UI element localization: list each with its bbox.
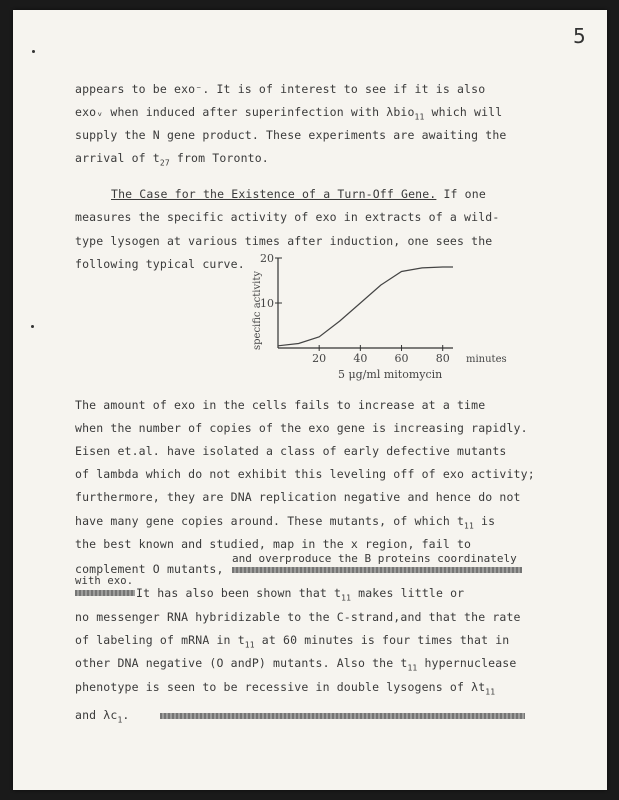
text-line: when the number of copies of the exo gene is increasing rapidly. xyxy=(75,421,528,435)
section-heading: The Case for the Existence of a Turn-Off Gene. xyxy=(111,187,437,201)
y-tick-label: 20 xyxy=(260,252,274,265)
text-line: It has also been shown that $t_{11}$ makes little or xyxy=(136,586,465,603)
text-line: have many gene copies around. These mutants, of which $t_{11}$ is xyxy=(75,514,496,531)
text-line: supply the N gene product. These experiments are awaiting the xyxy=(75,128,507,142)
x-tick-label: 40 xyxy=(353,352,368,365)
y-tick-label: 10 xyxy=(260,297,274,310)
text-line: measures the specific activity of exo in extracts of a wild- xyxy=(75,210,500,224)
text-line: other DNA negative (O andP) mutants. Also the $t_{11}$ hypernuclease xyxy=(75,656,517,673)
x-tick-label: 80 xyxy=(435,352,450,365)
activity-curve-line xyxy=(278,267,453,346)
struck-out-text xyxy=(232,567,522,573)
text-line: type lysogen at various times after induction, one sees the xyxy=(75,234,493,248)
text-line: and $\lambda c_1$. xyxy=(75,708,130,725)
typed-insertion: and overproduce the B proteins coordinately xyxy=(232,552,517,565)
text-line: The amount of exo in the cells fails to increase at a time xyxy=(75,398,486,412)
page-number: 5 xyxy=(573,24,586,48)
text-line: with exo. xyxy=(75,575,134,587)
text-line: The Case for the Existence of a Turn-Off Gene. If one xyxy=(111,187,486,201)
speck-mark xyxy=(31,325,34,328)
text-line: exoᵥ when induced after superinfection with λbio$_{11}$ which will xyxy=(75,105,503,122)
activity-curve-chart xyxy=(248,250,528,385)
x-axis-label: 5 μg/ml mitomycin xyxy=(338,368,443,381)
y-axis-label: specific activity xyxy=(252,271,263,350)
speck-mark xyxy=(32,50,35,53)
text-line: arrival of $t_{27}$ from Toronto. xyxy=(75,151,269,168)
x-tick-label: 20 xyxy=(312,352,327,365)
text-line: phenotype is seen to be recessive in double lysogens of $\lambda t_{11}$ xyxy=(75,680,496,697)
text-line: furthermore, they are DNA replication negative and hence do not xyxy=(75,490,521,504)
struck-out-text xyxy=(75,590,135,596)
x-axis-unit: minutes xyxy=(466,354,507,365)
x-tick-label: 60 xyxy=(394,352,409,365)
struck-out-text xyxy=(160,713,525,719)
text-line: complement O mutants, xyxy=(75,562,224,576)
text-line: the best known and studied, map in the x region, fail to xyxy=(75,537,472,551)
text-line: Eisen et.al. have isolated a class of early defective mutants xyxy=(75,444,507,458)
text-line: no messenger RNA hybridizable to the C-strand,and that the rate xyxy=(75,610,521,624)
text-line: of labeling of mRNA in $t_{11}$ at 60 minutes is four times that in xyxy=(75,633,510,650)
text-line: appears to be exo⁻. It is of interest to see if it is also xyxy=(75,82,486,96)
text-line: of lambda which do not exhibit this leveling off of exo activity; xyxy=(75,467,535,481)
text-line: following typical curve. xyxy=(75,257,245,271)
